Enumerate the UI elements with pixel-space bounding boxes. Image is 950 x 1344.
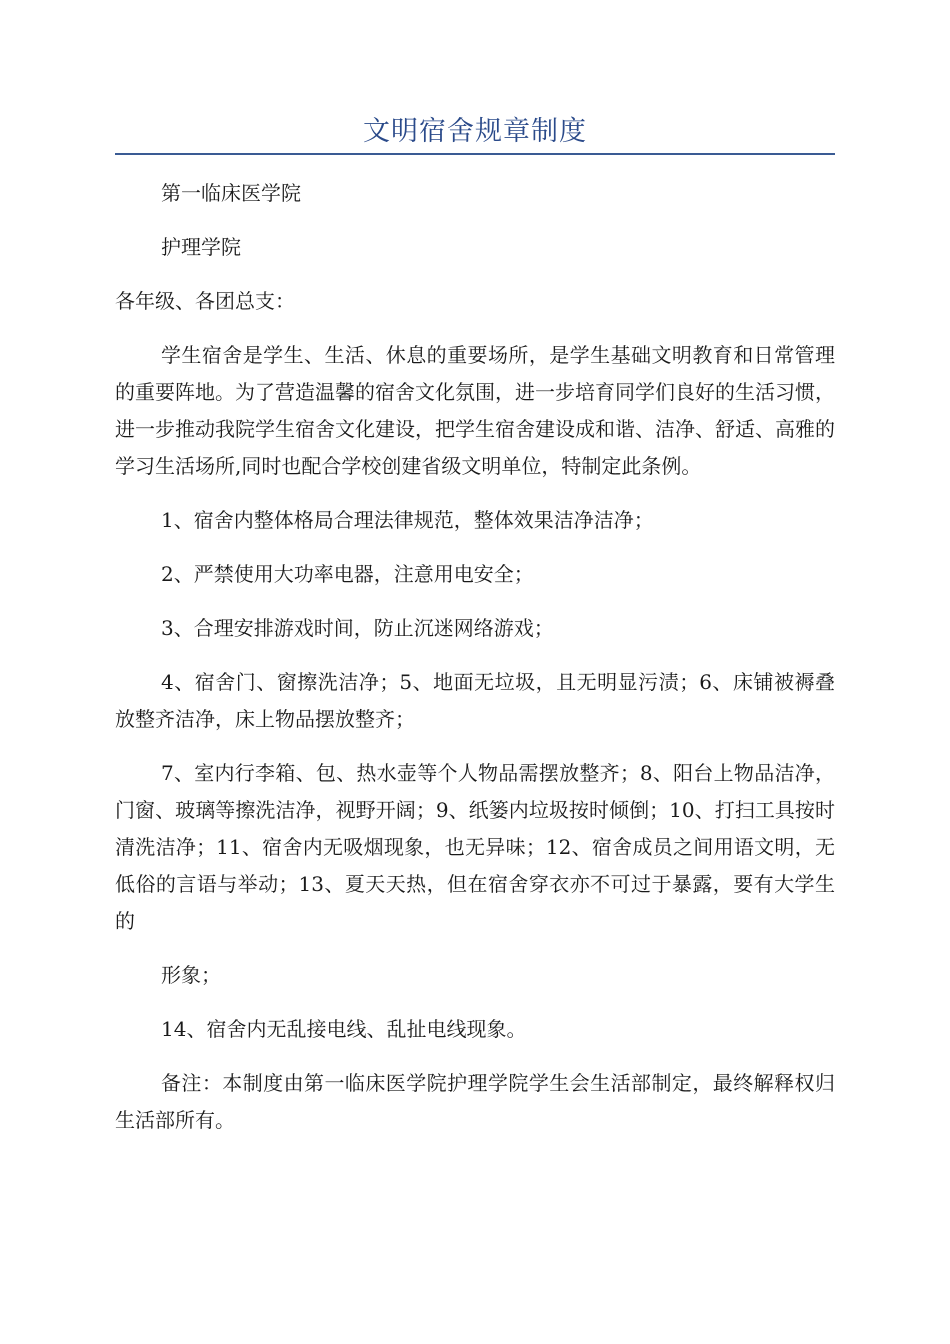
- intro-paragraph: 学生宿舍是学生、生活、休息的重要场所，是学生基础文明教育和日常管理的重要阵地。为了营造温馨的宿舍文化氛围，进一步培育同学们良好的生活习惯，进一步推动我院学生宿舍文化建设，把学生宿舍建设成和谐、洁净、舒适、高雅的学习生活场所,同时也配合学校创建省级文明单位，特制定此条例。: [115, 343, 835, 478]
- rule-item-1: 1、宿舍内整体格局合理法律规范，整体效果洁净洁净；: [161, 508, 654, 532]
- remark-paragraph: 备注：本制度由第一临床医学院护理学院学生会生活部制定，最终解释权归生活部所有。: [115, 1071, 835, 1132]
- document-body: [115, 175, 835, 1139]
- salutation: 各年级、各团总支：: [115, 289, 295, 313]
- rule-item-2: 2、严禁使用大功率电器，注意用电安全；: [161, 562, 534, 586]
- rule-items-4-6: 4、宿舍门、窗擦洗洁净；5、地面无垃圾，且无明显污渍；6、床铺被褥叠放整齐洁净，床上物品摆放整齐；: [115, 670, 835, 731]
- document-title: 文明宿舍规章制度: [363, 116, 587, 147]
- org-line-2: 护理学院: [161, 235, 241, 259]
- org-line-1: 第一临床医学院: [161, 181, 301, 205]
- rule-item-14: 14、宿舍内无乱接电线、乱扯电线现象。: [161, 1017, 527, 1041]
- title-underline: [115, 153, 835, 155]
- rule-continuation: 形象；: [161, 963, 221, 987]
- rule-items-7-13: 7、室内行李箱、包、热水壶等个人物品需摆放整齐；8、阳台上物品洁净，门窗、玻璃等擦洗洁净，视野开阔；9、纸篓内垃圾按时倾倒；10、打扫工具按时清洗洁净；11、宿舍内无吸烟现象，也无异味；12、宿舍成员之间用语文明，无低俗的言语与举动；13、夏天天热，但在宿舍穿衣亦不可过于暴露，要有大学生的: [115, 761, 835, 933]
- rule-item-3: 3、合理安排游戏时间，防止沉迷网络游戏；: [161, 616, 554, 640]
